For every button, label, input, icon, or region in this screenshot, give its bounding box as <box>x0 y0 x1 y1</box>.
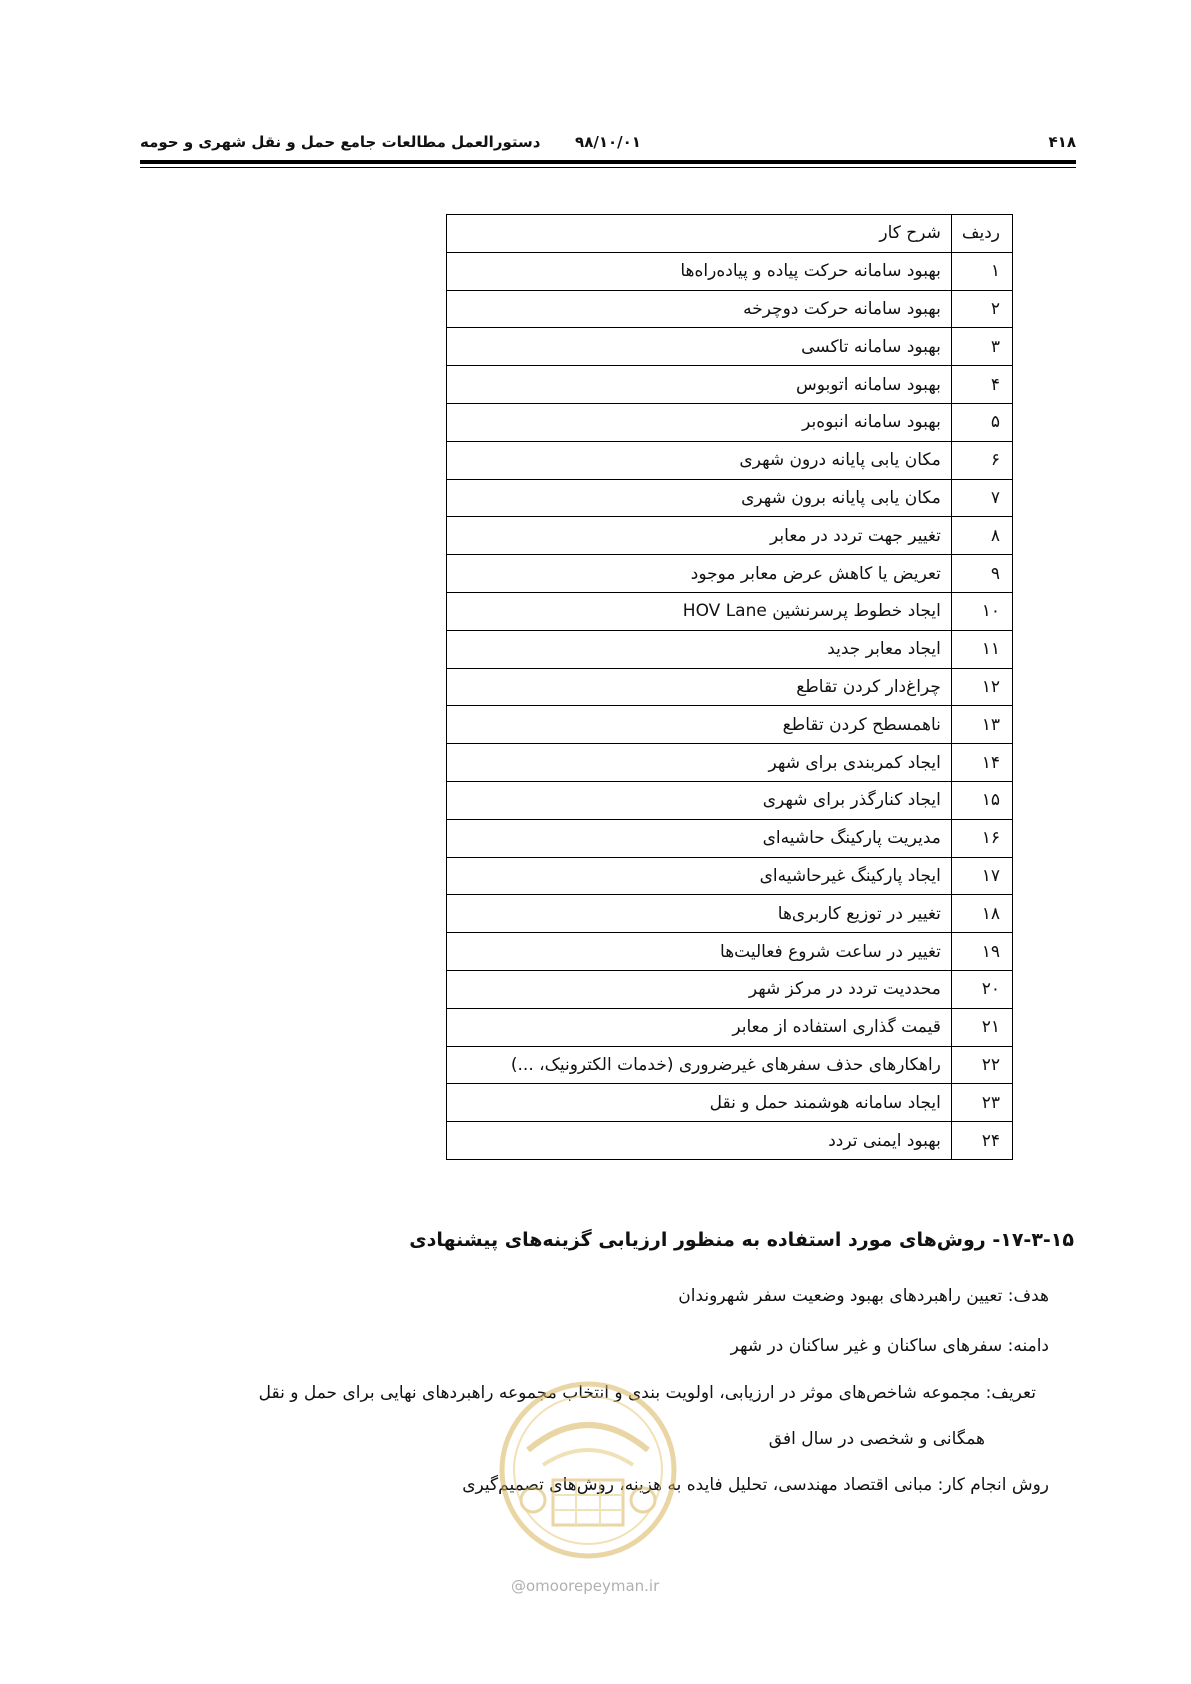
row-description-cell: بهبود ایمنی تردد <box>447 1122 952 1160</box>
row-description-cell: ایجاد خطوط پرسرنشین HOV Lane <box>447 592 952 630</box>
row-number-cell: ۷ <box>951 479 1012 517</box>
table-row <box>447 441 1013 479</box>
tasks-table-body <box>447 252 1013 1159</box>
goal-paragraph: هدف: تعیین راهبردهای بهبود وضعیت سفر شهروندان <box>678 1286 1049 1306</box>
row-number-cell: ۹ <box>951 555 1012 593</box>
table-row <box>447 517 1013 555</box>
table-row <box>447 366 1013 404</box>
section-heading: ۱۷-۳-۱۵- روش‌های مورد استفاده به منظور ارزیابی گزینه‌های پیشنهادی <box>409 1229 1074 1251</box>
row-number-cell: ۱۲ <box>951 668 1012 706</box>
row-number-cell: ۱۳ <box>951 706 1012 744</box>
row-number-cell: ۸ <box>951 517 1012 555</box>
page-header <box>140 133 1076 155</box>
row-description-cell: تعریض یا کاهش عرض معابر موجود <box>447 555 952 593</box>
table-row <box>447 1084 1013 1122</box>
row-description-cell: مکان یابی پایانه برون شهری <box>447 479 952 517</box>
header-date: ۹۸/۱۰/۰۱ <box>575 133 641 151</box>
row-description-cell: تغییر جهت تردد در معابر <box>447 517 952 555</box>
row-description-cell: بهبود سامانه حرکت پیاده و پیاده‌راه‌ها <box>447 252 952 290</box>
column-header-description: شرح کار <box>447 215 952 253</box>
row-number-cell: ۱۶ <box>951 819 1012 857</box>
row-number-cell: ۲ <box>951 290 1012 328</box>
header-rule-thick <box>140 160 1076 164</box>
row-number-cell: ۵ <box>951 403 1012 441</box>
table-row <box>447 592 1013 630</box>
watermark-site: @omoorepeyman.ir <box>511 1577 660 1595</box>
row-description-cell: بهبود سامانه حرکت دوچرخه <box>447 290 952 328</box>
row-number-cell: ۱۱ <box>951 630 1012 668</box>
header-rule-thin <box>140 167 1076 168</box>
table-row <box>447 403 1013 441</box>
table-row <box>447 290 1013 328</box>
table-row <box>447 630 1013 668</box>
header-title: دستورالعمل مطالعات جامع حمل و نقل شهری و حومه <box>140 133 541 151</box>
table-row <box>447 706 1013 744</box>
row-number-cell: ۱۸ <box>951 895 1012 933</box>
table-row <box>447 479 1013 517</box>
row-description-cell: ایجاد کنارگذر برای شهری <box>447 781 952 819</box>
table-row <box>447 857 1013 895</box>
table-row <box>447 970 1013 1008</box>
row-description-cell: مدیریت پارکینگ حاشیه‌ای <box>447 819 952 857</box>
definition-paragraph-line1: تعریف: مجموعه شاخص‌های موثر در ارزیابی، اولویت بندی و انتخاب مجموعه راهبردهای نهایی برای حمل و نقل <box>258 1383 1036 1403</box>
row-description-cell: بهبود سامانه اتوبوس <box>447 366 952 404</box>
table-row <box>447 328 1013 366</box>
tasks-table <box>446 214 1013 1160</box>
table-row <box>447 819 1013 857</box>
row-description-cell: بهبود سامانه تاکسی <box>447 328 952 366</box>
row-description-cell: ناهمسطح کردن تقاطع <box>447 706 952 744</box>
column-header-row-number: ردیف <box>951 215 1012 253</box>
row-number-cell: ۲۲ <box>951 1046 1012 1084</box>
row-number-cell: ۲۰ <box>951 970 1012 1008</box>
page-number: ۴۱۸ <box>1048 133 1076 151</box>
row-description-cell: ایجاد کمربندی برای شهر <box>447 744 952 782</box>
definition-paragraph-line2: همگانی و شخصی در سال افق <box>768 1429 985 1449</box>
row-number-cell: ۲۳ <box>951 1084 1012 1122</box>
row-description-cell: تغییر در ساعت شروع فعالیت‌ها <box>447 933 952 971</box>
row-description-cell: بهبود سامانه انبوه‌بر <box>447 403 952 441</box>
row-number-cell: ۲۴ <box>951 1122 1012 1160</box>
row-number-cell: ۳ <box>951 328 1012 366</box>
row-description-cell: قیمت گذاری استفاده از معابر <box>447 1008 952 1046</box>
row-number-cell: ۱۰ <box>951 592 1012 630</box>
table-row <box>447 1122 1013 1160</box>
table-row <box>447 1008 1013 1046</box>
table-row <box>447 1046 1013 1084</box>
row-description-cell: ایجاد سامانه هوشمند حمل و نقل <box>447 1084 952 1122</box>
row-description-cell: ایجاد معابر جدید <box>447 630 952 668</box>
watermark-seal-icon <box>498 1380 678 1560</box>
row-number-cell: ۱۹ <box>951 933 1012 971</box>
method-paragraph: روش انجام کار: مبانی اقتصاد مهندسی، تحلیل فایده به هزینه، روش‌های تصمیم‌گیری <box>462 1475 1049 1495</box>
table-row <box>447 744 1013 782</box>
scope-paragraph: دامنه: سفرهای ساکنان و غیر ساکنان در شهر <box>730 1336 1049 1356</box>
row-description-cell: ایجاد پارکینگ غیرحاشیه‌ای <box>447 857 952 895</box>
table-row <box>447 252 1013 290</box>
table-header-row <box>447 215 1013 253</box>
row-number-cell: ۱۵ <box>951 781 1012 819</box>
table-row <box>447 895 1013 933</box>
row-number-cell: ۱۷ <box>951 857 1012 895</box>
row-description-cell: راهکارهای حذف سفرهای غیرضروری (خدمات الکترونیک، ...) <box>447 1046 952 1084</box>
table-row <box>447 555 1013 593</box>
row-description-cell: تغییر در توزیع کاربری‌ها <box>447 895 952 933</box>
row-number-cell: ۱۴ <box>951 744 1012 782</box>
row-number-cell: ۱ <box>951 252 1012 290</box>
row-number-cell: ۶ <box>951 441 1012 479</box>
row-number-cell: ۲۱ <box>951 1008 1012 1046</box>
table-row <box>447 933 1013 971</box>
row-number-cell: ۴ <box>951 366 1012 404</box>
table-row <box>447 668 1013 706</box>
row-description-cell: محددیت تردد در مرکز شهر <box>447 970 952 1008</box>
table-row <box>447 781 1013 819</box>
row-description-cell: چراغ‌دار کردن تقاطع <box>447 668 952 706</box>
row-description-cell: مکان یابی پایانه درون شهری <box>447 441 952 479</box>
